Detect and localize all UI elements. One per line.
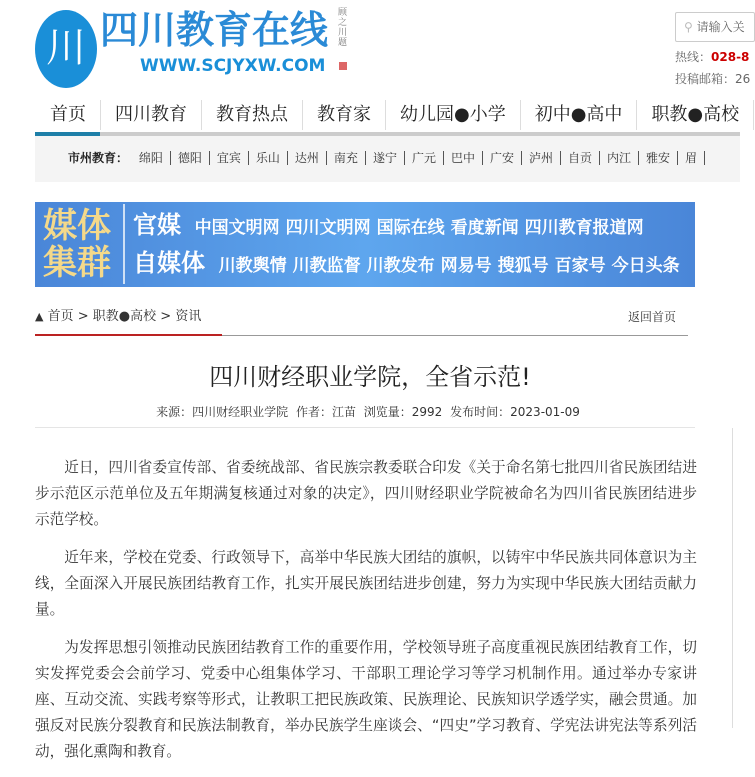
side-panel-edge (732, 428, 740, 728)
seal-icon (339, 62, 347, 70)
hotline (675, 50, 749, 65)
search-icon: ⚲ (684, 20, 693, 34)
search-placeholder: 请输入关 (696, 20, 745, 34)
city-link[interactable]: 广安 (483, 151, 522, 165)
city-link[interactable]: 乐山 (249, 151, 288, 165)
banner-item: 网易号 (440, 256, 492, 276)
banner-item: 川教舆情 (218, 256, 287, 276)
article-source: 来源：四川财经职业学院 (156, 405, 289, 419)
breadcrumb-divider (35, 335, 688, 336)
banner-item: 中国文明网 (194, 218, 280, 238)
city-link[interactable]: 巴中 (444, 151, 483, 165)
logo-glyph: 川 (46, 25, 86, 71)
hotline-label: 热线： (675, 50, 712, 64)
article-views: 浏览量：2992 (363, 405, 443, 419)
banner-item: 今日头条 (611, 256, 680, 276)
city-link[interactable]: 雅安 (639, 151, 678, 165)
hotline-value: 028-8 (711, 50, 750, 64)
banner-item: 川教发布 (366, 256, 435, 276)
article-paragraph: 为发挥思想引领推动民族团结教育工作的重要作用，学校领导班子高度重视民族团结教育工作，切实发挥党委会会前学习、党委中心组集体学习、干部职工理论学习等学习机制作用。通过举办专家讲座、互动交流、实践考察等形式，让教职工把民族政策、民族理论、民族知识学透学实，融会贯通。加强反对民族分裂教育和民族法制教育，举办民族学生座谈会、“四史”学习教育、学宪法讲宪法等系列活动，强化熏陶和教育。 (35, 639, 697, 760)
main-nav (35, 100, 754, 130)
banner-title: 媒体集群 (43, 206, 111, 283)
article-date: 发布时间：2023-01-09 (450, 405, 580, 419)
banner-item: 搜狐号 (497, 256, 549, 276)
nav-item-vocational-college[interactable]: 职教●高校 (637, 100, 754, 130)
search-input[interactable] (675, 12, 755, 42)
city-link[interactable]: 达州 (288, 151, 327, 165)
breadcrumb (35, 309, 201, 325)
meta-divider (35, 427, 695, 428)
article-body (35, 455, 697, 777)
back-home-link[interactable]: 返回首页 (628, 310, 677, 324)
city-link[interactable]: 宜宾 (210, 151, 249, 165)
banner-row-label: 自媒体 (133, 249, 205, 277)
logo-text[interactable]: 四川教育在线 (100, 7, 329, 52)
breadcrumb-accent (35, 334, 222, 336)
nav-item-kindergarten-primary[interactable]: 幼儿园●小学 (386, 100, 521, 130)
city-link[interactable]: 南充 (327, 151, 366, 165)
banner-row-label: 官媒 (133, 211, 181, 239)
logo-icon[interactable] (35, 10, 97, 88)
banner-item: 国际在线 (376, 218, 445, 238)
city-nav (35, 136, 740, 182)
article-paragraph: 近日，四川省委宣传部、省委统战部、省民族宗教委联合印发《关于命名第七批四川省民族团结进步示范区示范单位及五年期满复核通过对象的决定》，四川财经职业学院被命名为四川省民族团结进步示范学校。 (35, 459, 697, 528)
banner-divider (123, 204, 125, 284)
city-link[interactable]: 眉 (678, 151, 705, 165)
breadcrumb-separator: > (73, 309, 93, 324)
city-link[interactable]: 德阳 (171, 151, 210, 165)
city-link[interactable]: 广元 (405, 151, 444, 165)
city-link[interactable]: 泸州 (522, 151, 561, 165)
breadcrumb-vocational[interactable]: 职教●高校 (92, 309, 157, 324)
submission-email: 投稿邮箱：26 (675, 72, 751, 86)
media-banner[interactable] (35, 202, 695, 287)
banner-item: 四川教育报道网 (524, 218, 644, 238)
banner-item: 看度新闻 (450, 218, 519, 238)
nav-item-middle-high[interactable]: 初中●高中 (521, 100, 638, 130)
banner-item: 川教监督 (292, 256, 361, 276)
city-link[interactable]: 绵阳 (132, 151, 171, 165)
nav-item-home[interactable]: 首页 (35, 100, 101, 130)
banner-self-media (133, 248, 686, 278)
breadcrumb-separator: > (156, 309, 176, 324)
nav-item-hot-topics[interactable]: 教育热点 (202, 100, 303, 130)
breadcrumb-home[interactable]: 首页 (47, 309, 74, 324)
nav-item-sichuan-education[interactable]: 四川教育 (101, 100, 202, 130)
article-author: 作者：江苗 (295, 405, 356, 419)
banner-item: 百家号 (554, 256, 606, 276)
nav-item-educators[interactable]: 教育家 (303, 100, 386, 130)
logo-signature: 顾之川题 (338, 8, 348, 48)
home-icon: ▲ (35, 310, 44, 323)
article-paragraph: 近年来，学校在党委、行政领导下，高举中华民族大团结的旗帜，以铸牢中华民族共同体意识为主线，全面深入开展民族团结教育工作，扎实开展民族团结进步创建，努力为实现中华民族大团结贡献力量。 (35, 549, 697, 618)
article-meta (0, 404, 740, 420)
city-link[interactable]: 内江 (600, 151, 639, 165)
city-link[interactable]: 遂宁 (366, 151, 405, 165)
city-link[interactable]: 自贡 (561, 151, 600, 165)
article-title: 四川财经职业学院，全省示范! (209, 363, 531, 391)
breadcrumb-news[interactable]: 资讯 (175, 309, 202, 324)
city-nav-label: 市州教育： (68, 151, 129, 165)
banner-item: 四川文明网 (285, 218, 371, 238)
logo-url[interactable]: WWW.SCJYXW.COM (140, 56, 326, 76)
banner-official-media (133, 210, 650, 240)
